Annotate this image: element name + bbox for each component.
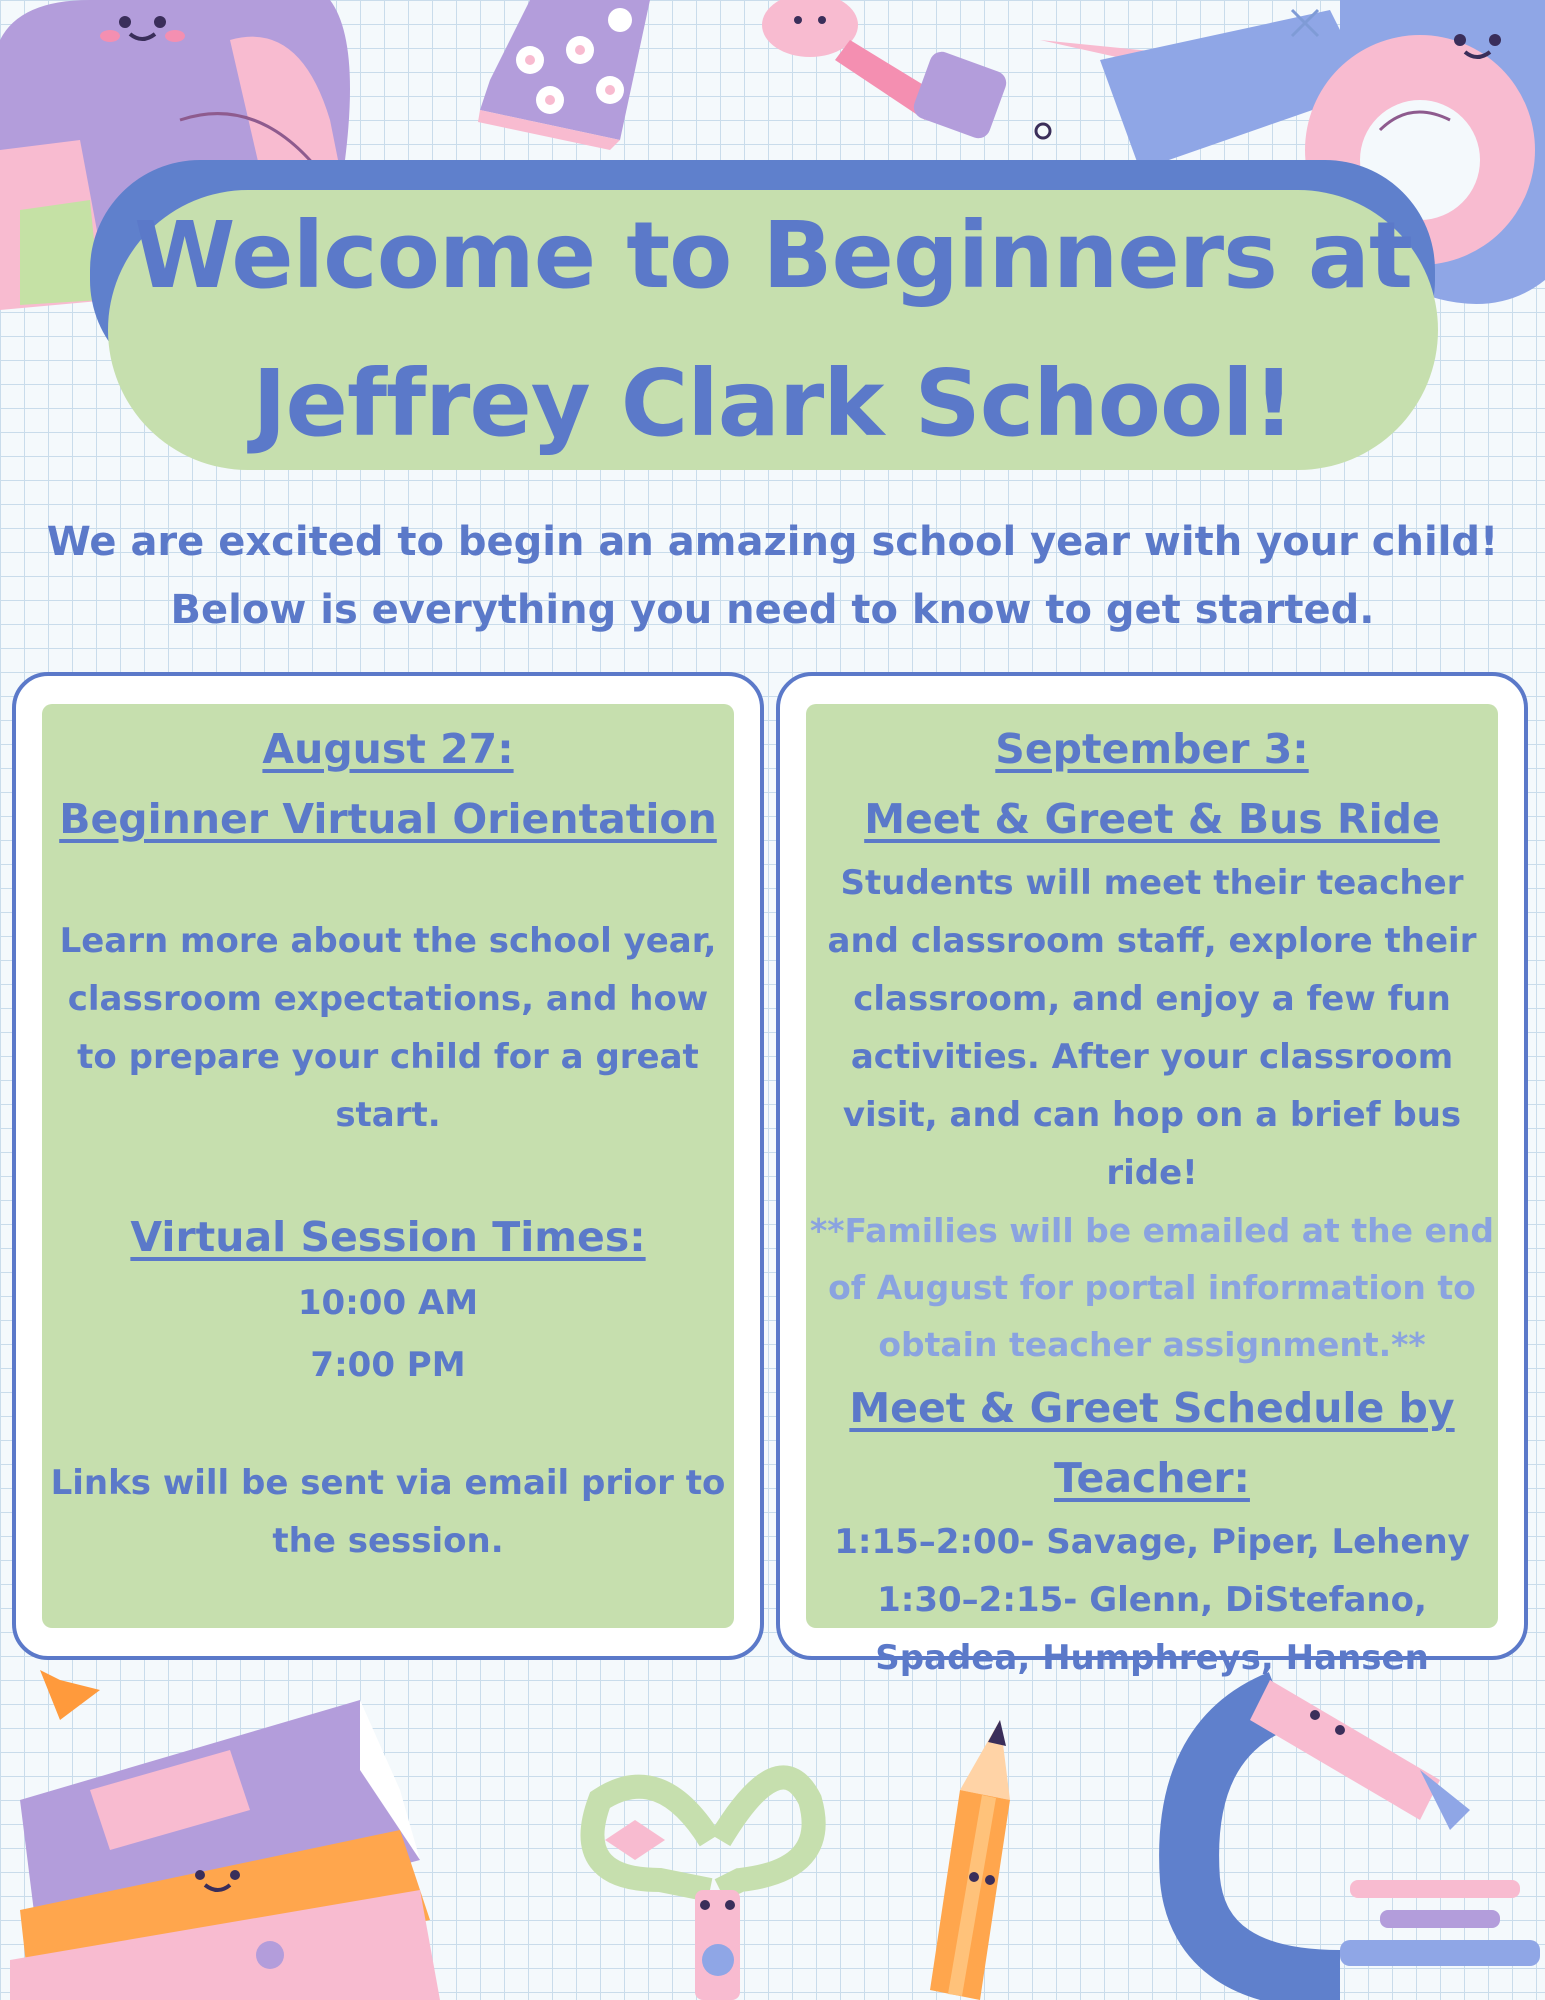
microscope-illustration [1140,1660,1545,2000]
orientation-footer: Links will be sent via email prior to the session. [50,1463,726,1561]
pencil-case-illustration [470,0,670,150]
session-time-1: 10:00 AM [297,1283,479,1323]
sharpener-illustration [740,0,1060,150]
page-title [134,182,1412,478]
intro-text [0,508,1545,644]
books-illustration [0,1660,450,2000]
schedule-heading: Meet & Greet Schedule by Teacher: [849,1384,1455,1502]
session-time-2: 7:00 PM [310,1345,466,1385]
title-banner [108,190,1438,470]
title-line-2: Jeffrey Clark School! [252,350,1294,457]
orientation-description: Learn more about the school year, classroom expectations, and how to prepare your child for a great start. [59,921,717,1135]
schedule-row-1: 1:15–2:00- Savage, Piper, Leheny [834,1522,1470,1562]
meet-greet-description: Students will meet their teacher and classroom staff, explore their classroom, and enjoy a few fun activities. After your classroom visit, and can hop on a brief bus ride! [827,863,1477,1193]
intro-line-2: Below is everything you need to know to get started. [170,587,1375,633]
session-times-heading: Virtual Session Times: [130,1213,646,1261]
portal-note: **Families will be emailed at the end of August for portal information to obtain teacher assignment.** [810,1211,1494,1364]
orientation-card [42,704,734,1628]
orientation-date: August 27: [262,725,514,773]
schedule-row-2: 1:30–2:15- Glenn, DiStefano, Spadea, Humphreys, Hansen [875,1580,1429,1678]
scissors-illustration [560,1720,860,2000]
meet-greet-card [806,704,1498,1678]
meet-greet-date: September 3: [995,725,1309,773]
meet-greet-title: Meet & Greet & Bus Ride [864,795,1440,843]
intro-line-1: We are excited to begin an amazing school year with your child! [46,519,1499,565]
orientation-panel [12,672,764,1660]
orientation-title: Beginner Virtual Orientation [59,795,717,843]
title-line-1: Welcome to Beginners at [134,202,1412,309]
meet-greet-panel [776,672,1528,1678]
pencil-illustration [900,1720,1060,2000]
